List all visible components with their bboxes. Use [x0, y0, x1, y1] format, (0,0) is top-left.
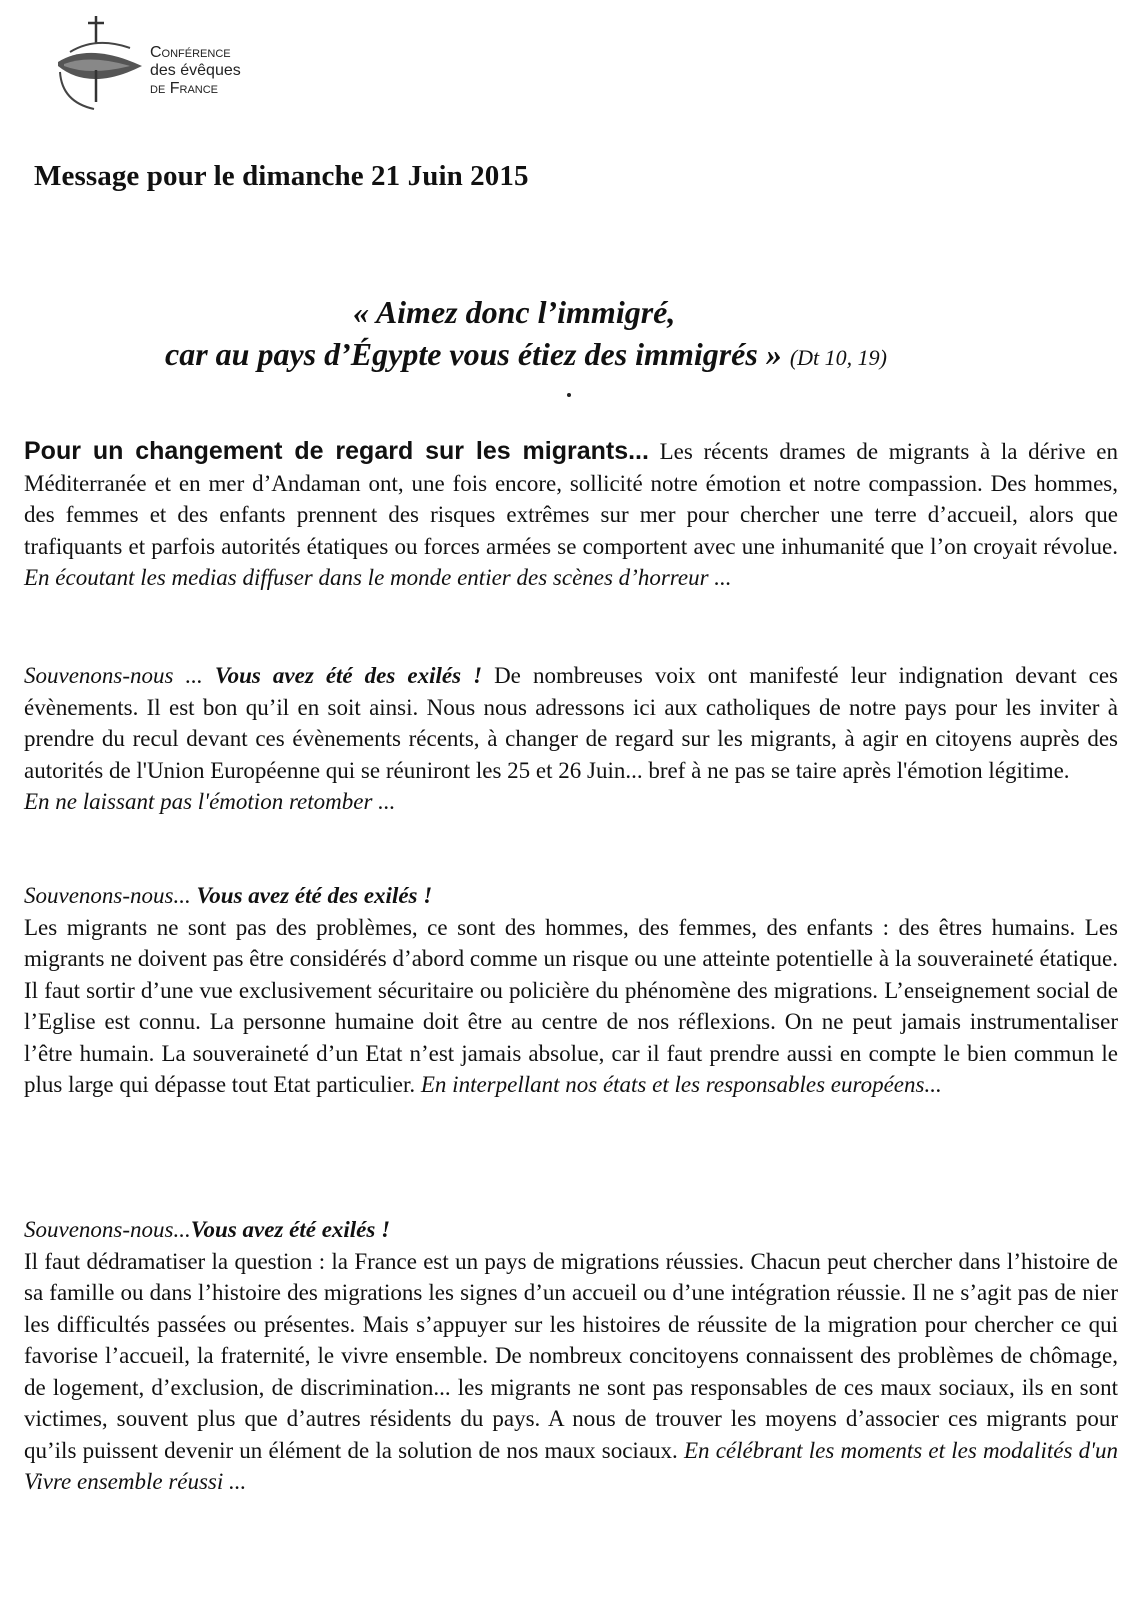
paragraph-1-text: Les récents drames de migrants à la dérive en Méditerranée et en mer d’Andaman ont, une fois encore, sollicité notre émotion et notre compassion. Des hommes, des femmes et des enfants prennent des risques extrêmes sur mer pour chercher une terre d’accueil, alors que trafiquants et parfois autorités étatiques ou forces armées se comportent avec une inhumanité que l’on croyait révolue.: [24, 439, 1118, 559]
paragraph-2-text: De nombreuses voix ont manifesté leur indignation devant ces évènements. Il est bon qu’il en soit ainsi. Nous nous adressons ici aux catholiques de notre pays pour les inviter à prendre du recul devant ces évènements récents, à changer de regard sur les migrants, à agir en citoyens auprès des autorités de l'Union Européenne qui se réuniront les 25 et 26 Juin... bref à ne pas se taire après l'émotion légitime.: [24, 663, 1119, 783]
cross-fish-logo-icon: [50, 14, 150, 114]
paragraph-4-text: Il faut dédramatiser la question : la France est un pays de migrations réussies. Chacun peut chercher dans l’histoire de sa famille ou dans l’histoire des migrations les signes d’un accueil ou d’une intégration réussie. Il ne s’agit pas de nier les difficultés passées ou présentes. Mais s’appuyer sur les histoires de réussite de la migration pour chercher ce qui favorise l’accueil, la fraternité, le vivre ensemble. De nombreux concitoyens connaissent des problèmes de chômage, de logement, d’exclusion, de discrimination... les migrants ne sont pas responsables de ces maux sociaux, ils en sont victimes, souvent plus que d’autres résidents du pays. A nous de trouver les moyens d’associer ces migrants pour qu’ils puissent devenir un élément de la solution de nos maux sociaux.: [24, 1248, 1118, 1463]
paragraph-1-tail: En écoutant les medias diffuser dans le monde entier des scènes d’horreur ...: [24, 565, 732, 590]
logo-line-3: de France: [150, 80, 219, 97]
quote-line-2: [165, 336, 1145, 373]
paragraph-4-tail: En célébrant les moments et les modalités d'un Vivre ensemble réussi ...: [24, 1437, 1118, 1494]
paragraph-2-lead: Souvenons-nous ...: [24, 663, 215, 688]
paragraph-3-tail: En interpellant nos états et les responsables européens...: [420, 1072, 942, 1097]
logo-line-1: Conférence: [150, 44, 231, 61]
logo-line-2: des évêques: [150, 62, 241, 79]
quote-line-1: « Aimez donc l’immigré,: [353, 294, 676, 330]
paragraph-4-lead: Souvenons-nous...: [24, 1217, 191, 1242]
separator-dot: [567, 393, 571, 397]
paragraph-3-text: Les migrants ne sont pas des problèmes, ce sont des hommes, des femmes, des enfants : des êtres humains. Les migrants ne doivent pas être considérés d’abord comme un risque ou une atteinte potentielle à la souveraineté étatique. Il faut sortir d’une vue exclusivement sécuritaire ou policière du phénomène des migrations. L’enseignement social de l’Eglise est connu. La personne humaine doit être au centre de nos réflexions. On ne peut jamais instrumentaliser l’être humain. La souveraineté d’un Etat n’est jamais absolue, car il faut prendre aussi en compte le bien commun le plus large qui dépasse tout Etat particulier.: [24, 914, 1118, 1097]
paragraph-1: [24, 436, 1118, 594]
paragraph-2-tail: En ne laissant pas l'émotion retomber ...: [24, 789, 396, 814]
quote-line-2-text: car au pays d’Égypte vous étiez des immigrés »: [165, 336, 782, 372]
message-title: Message pour le dimanche 21 Juin 2015: [34, 160, 529, 192]
paragraph-2-lead-bold: Vous avez été des exilés !: [214, 663, 483, 688]
paragraph-3-lead: Souvenons-nous...: [24, 883, 197, 908]
logo-text: [150, 44, 241, 98]
paragraph-3-lead-bold: Vous avez été des exilés !: [196, 883, 433, 908]
section-heading: Pour un changement de regard sur les migrants...: [24, 437, 649, 465]
paragraph-4-lead-bold: Vous avez été exilés !: [190, 1217, 391, 1242]
paragraph-4: [24, 1214, 1118, 1498]
cef-logo: [50, 14, 270, 114]
paragraph-2: [24, 660, 1118, 818]
paragraph-3: [24, 880, 1118, 1101]
quote-reference: (Dt 10, 19): [789, 345, 887, 370]
